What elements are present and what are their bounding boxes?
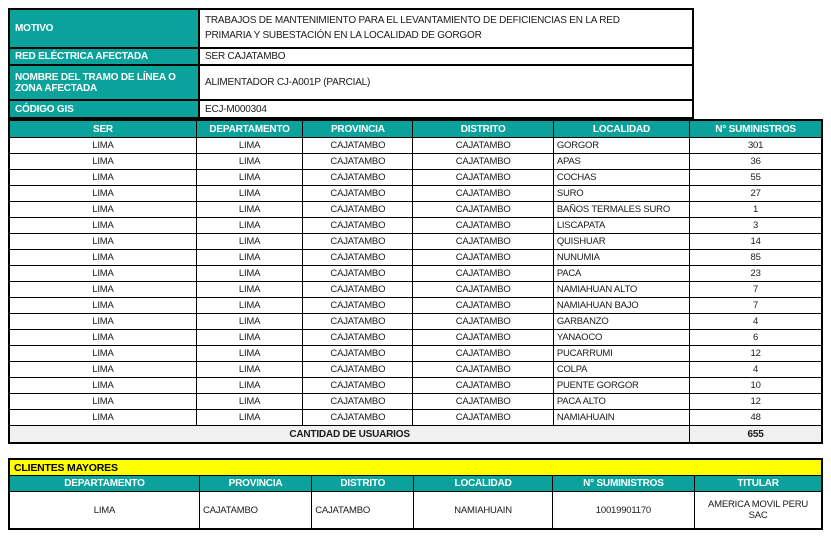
major-clients-title-row <box>9 459 822 476</box>
table-cell: LIMA <box>9 250 196 266</box>
table-row <box>9 394 822 410</box>
red-electrica-label: RED ELÉCTRICA AFECTADA <box>9 48 199 65</box>
section-gap <box>8 444 823 458</box>
table-cell: 27 <box>690 186 822 202</box>
table-cell: CAJATAMBO <box>303 410 413 426</box>
table-cell: CAJATAMBO <box>303 234 413 250</box>
red-electrica-value: SER CAJATAMBO <box>199 48 693 65</box>
table-cell: 85 <box>690 250 822 266</box>
table-cell: 48 <box>690 410 822 426</box>
total-value: 655 <box>690 426 822 444</box>
table-cell: CAJATAMBO <box>413 154 553 170</box>
motivo-value <box>199 9 693 48</box>
table-cell: CAJATAMBO <box>303 266 413 282</box>
table-cell: CAJATAMBO <box>413 186 553 202</box>
table-cell: CAJATAMBO <box>413 250 553 266</box>
table-cell: CAJATAMBO <box>303 218 413 234</box>
table-cell: PACA <box>553 266 689 282</box>
table-cell: LIMA <box>9 394 196 410</box>
table-cell: CAJATAMBO <box>413 170 553 186</box>
column-header-distrito: DISTRITO <box>312 476 414 492</box>
table-row <box>9 186 822 202</box>
table-row <box>9 314 822 330</box>
table-row <box>9 218 822 234</box>
table-row <box>9 410 822 426</box>
table-cell: CAJATAMBO <box>303 202 413 218</box>
table-cell: CAJATAMBO <box>413 410 553 426</box>
table-cell: LIMA <box>9 266 196 282</box>
column-header-departamento: DEPARTAMENTO <box>9 476 199 492</box>
table-cell: LIMA <box>196 346 302 362</box>
table-cell: PACA ALTO <box>553 394 689 410</box>
column-header-provincia: PROVINCIA <box>199 476 311 492</box>
table-cell: CAJATAMBO <box>413 378 553 394</box>
table-cell: 1 <box>690 202 822 218</box>
column-header-localidad: LOCALIDAD <box>414 476 552 492</box>
table-cell: LIMA <box>196 202 302 218</box>
motivo-label: MOTIVO <box>9 9 199 48</box>
table-cell: CAJATAMBO <box>413 266 553 282</box>
table-row <box>9 202 822 218</box>
table-cell: BAÑOS TERMALES SURO <box>553 202 689 218</box>
motivo-text: TRABAJOS DE MANTENIMIENTO PARA EL LEVANTAMIENTO DE DEFICIENCIAS EN LA RED PRIMARIA Y SUBESTACIÓN EN LA LOCALIDAD DE GORGOR <box>205 15 620 41</box>
table-cell: LIMA <box>196 330 302 346</box>
table-cell: LIMA <box>9 282 196 298</box>
table-cell: CAJATAMBO <box>303 330 413 346</box>
table-cell: LIMA <box>196 282 302 298</box>
supplies-table-header-row <box>9 120 822 138</box>
table-cell: LIMA <box>9 492 199 530</box>
table-cell: CAJATAMBO <box>303 298 413 314</box>
table-cell: YANAOCO <box>553 330 689 346</box>
total-row <box>9 426 822 444</box>
table-cell: LIMA <box>9 410 196 426</box>
table-row <box>9 9 693 48</box>
table-cell: 55 <box>690 170 822 186</box>
column-header-departamento: DEPARTAMENTO <box>196 120 302 138</box>
table-cell: LIMA <box>196 362 302 378</box>
table-row <box>9 138 822 154</box>
table-cell: CAJATAMBO <box>413 234 553 250</box>
column-header-provincia: PROVINCIA <box>303 120 413 138</box>
column-header-distrito: DISTRITO <box>413 120 553 138</box>
table-cell: SURO <box>553 186 689 202</box>
table-cell: 12 <box>690 394 822 410</box>
table-cell: QUISHUAR <box>553 234 689 250</box>
major-clients-header-row <box>9 476 822 492</box>
table-cell: AMERICA MOVIL PERU SAC <box>695 492 822 530</box>
table-cell: LIMA <box>196 378 302 394</box>
table-cell: LIMA <box>196 170 302 186</box>
table-cell: LIMA <box>9 378 196 394</box>
table-row <box>9 346 822 362</box>
table-cell: 14 <box>690 234 822 250</box>
table-row <box>9 100 693 118</box>
table-cell: LIMA <box>9 154 196 170</box>
column-header-titular: TITULAR <box>695 476 822 492</box>
table-cell: LIMA <box>196 154 302 170</box>
table-cell: 7 <box>690 282 822 298</box>
table-cell: LIMA <box>9 362 196 378</box>
table-row <box>9 266 822 282</box>
table-cell: LIMA <box>196 186 302 202</box>
table-row <box>9 154 822 170</box>
table-cell: LIMA <box>9 314 196 330</box>
table-row <box>9 362 822 378</box>
table-cell: 7 <box>690 298 822 314</box>
table-cell: CAJATAMBO <box>303 378 413 394</box>
table-cell: LIMA <box>9 346 196 362</box>
table-cell: NAMIAHUAN BAJO <box>553 298 689 314</box>
table-cell: 3 <box>690 218 822 234</box>
table-cell: CAJATAMBO <box>413 282 553 298</box>
table-cell: LIMA <box>196 250 302 266</box>
major-clients-table <box>8 458 823 530</box>
table-cell: CAJATAMBO <box>413 202 553 218</box>
table-cell: 6 <box>690 330 822 346</box>
codigo-gis-label: CÓDIGO GIS <box>9 100 199 118</box>
table-cell: LIMA <box>9 138 196 154</box>
table-cell: LIMA <box>9 218 196 234</box>
table-cell: CAJATAMBO <box>303 170 413 186</box>
major-clients-body <box>9 492 822 530</box>
table-cell: CAJATAMBO <box>199 492 311 530</box>
table-cell: NAMIAHUAIN <box>553 410 689 426</box>
table-cell: PUCARRUMI <box>553 346 689 362</box>
table-cell: 10 <box>690 378 822 394</box>
table-cell: LIMA <box>9 202 196 218</box>
table-cell: CAJATAMBO <box>413 298 553 314</box>
table-cell: CAJATAMBO <box>413 138 553 154</box>
table-cell: GORGOR <box>553 138 689 154</box>
table-row <box>9 170 822 186</box>
table-cell: CAJATAMBO <box>303 282 413 298</box>
table-cell: CAJATAMBO <box>303 362 413 378</box>
table-cell: 23 <box>690 266 822 282</box>
table-cell: 301 <box>690 138 822 154</box>
table-cell: CAJATAMBO <box>303 394 413 410</box>
table-cell: CAJATAMBO <box>413 346 553 362</box>
table-cell: 4 <box>690 314 822 330</box>
table-cell: 12 <box>690 346 822 362</box>
table-cell: NAMIAHUAN ALTO <box>553 282 689 298</box>
incident-info-table <box>8 8 694 119</box>
table-cell: LIMA <box>9 186 196 202</box>
table-cell: NAMIAHUAIN <box>414 492 552 530</box>
codigo-gis-value: ECJ-M000304 <box>199 100 693 118</box>
table-row <box>9 65 693 100</box>
table-row <box>9 492 822 530</box>
table-cell: LIMA <box>196 218 302 234</box>
table-cell: LIMA <box>9 298 196 314</box>
column-header-localidad: LOCALIDAD <box>553 120 689 138</box>
table-cell: CAJATAMBO <box>312 492 414 530</box>
table-cell: CAJATAMBO <box>303 346 413 362</box>
table-cell: LIMA <box>9 330 196 346</box>
table-cell: CAJATAMBO <box>413 362 553 378</box>
table-cell: COLPA <box>553 362 689 378</box>
table-row <box>9 250 822 266</box>
table-cell: PUENTE GORGOR <box>553 378 689 394</box>
table-cell: 10019901170 <box>552 492 694 530</box>
table-cell: 36 <box>690 154 822 170</box>
table-cell: LIMA <box>196 298 302 314</box>
total-label: CANTIDAD DE USUARIOS <box>9 426 690 444</box>
table-cell: LIMA <box>196 394 302 410</box>
table-cell: GARBANZO <box>553 314 689 330</box>
table-cell: CAJATAMBO <box>303 314 413 330</box>
table-cell: CAJATAMBO <box>303 154 413 170</box>
column-header-suministros: N° SUMINISTROS <box>552 476 694 492</box>
table-cell: 4 <box>690 362 822 378</box>
table-row <box>9 378 822 394</box>
table-cell: LISCAPATA <box>553 218 689 234</box>
major-clients-title: CLIENTES MAYORES <box>9 459 822 476</box>
tramo-value: ALIMENTADOR CJ-A001P (PARCIAL) <box>199 65 693 100</box>
table-row <box>9 298 822 314</box>
table-cell: CAJATAMBO <box>303 138 413 154</box>
table-cell: LIMA <box>196 314 302 330</box>
table-cell: CAJATAMBO <box>413 314 553 330</box>
table-cell: CAJATAMBO <box>413 218 553 234</box>
table-cell: LIMA <box>196 138 302 154</box>
table-cell: LIMA <box>196 234 302 250</box>
supplies-table-body <box>9 138 822 426</box>
table-cell: NUNUMIA <box>553 250 689 266</box>
table-row <box>9 48 693 65</box>
column-header-suministros: N° SUMINISTROS <box>690 120 822 138</box>
table-cell: CAJATAMBO <box>303 250 413 266</box>
column-header-ser: SER <box>9 120 196 138</box>
supplies-table <box>8 119 823 444</box>
table-row <box>9 234 822 250</box>
table-cell: COCHAS <box>553 170 689 186</box>
table-cell: LIMA <box>9 234 196 250</box>
table-cell: CAJATAMBO <box>303 186 413 202</box>
table-cell: LIMA <box>196 266 302 282</box>
table-cell: LIMA <box>196 410 302 426</box>
tramo-label: NOMBRE DEL TRAMO DE LÍNEA O ZONA AFECTADA <box>9 65 199 100</box>
table-cell: LIMA <box>9 170 196 186</box>
table-cell: CAJATAMBO <box>413 394 553 410</box>
table-row <box>9 330 822 346</box>
table-row <box>9 282 822 298</box>
table-cell: CAJATAMBO <box>413 330 553 346</box>
table-cell: APAS <box>553 154 689 170</box>
